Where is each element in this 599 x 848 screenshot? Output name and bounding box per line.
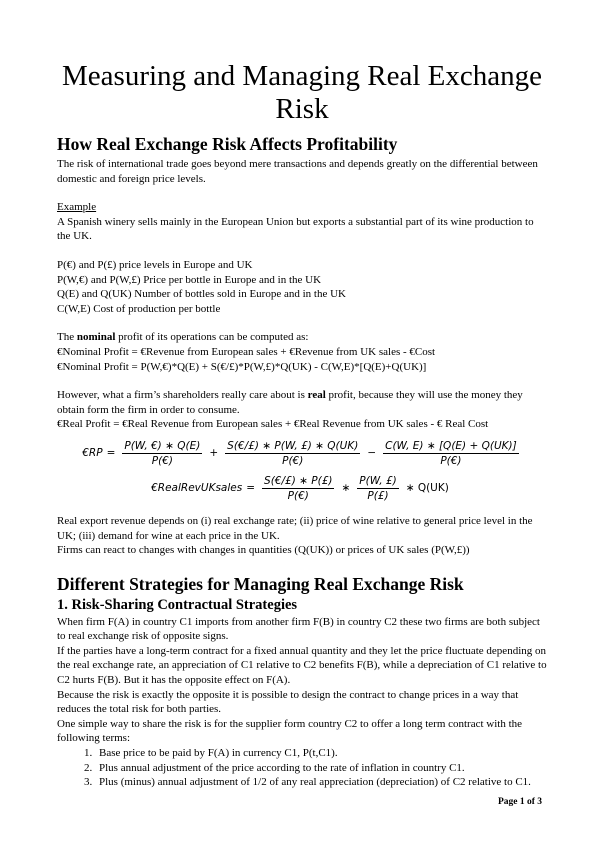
risk-sharing-paragraph-3: Because the risk is exactly the opposite it is possible to design the contract to change prices in a way that reduces the total risk for both parties. [57,688,519,716]
nominal-profit-equation-words: €Nominal Profit = €Revenue from European sales + €Revenue from UK sales - €Cost [57,345,436,358]
risk-sharing-paragraph-2: If the parties have a long-term contract for a fixed annual quantity and they let the price fluctuate depending on the real exchange rate, an appreciation of C1 relative to C2 benefits F(B), while a depreciation of C1 relative to C2 hurts F(B). But it has the opposite effect on F(A). [57,644,547,687]
subsection-heading-risk-sharing: 1. Risk-Sharing Contractual Strategies [57,596,298,613]
document-page [57,60,547,790]
definition-quantities: Q(E) and Q(UK) Number of bottles sold in Europe and in the UK [57,288,346,301]
risk-sharing-paragraph-4: One simple way to share the risk is for the supplier form country C2 to offer a long term contract with the following terms: [57,717,523,745]
section-heading-profitability: How Real Exchange Risk Affects Profitability [57,134,398,154]
risk-sharing-paragraph-1: When firm F(A) in country C1 imports from another firm F(B) in country C2 these two firms are both subject to real exchange risk of opposite signs. [57,615,540,643]
firm-reaction-paragraph: Firms can react to changes with changes in quantities (Q(UK)) or prices of UK sales (P(W,£)) [57,544,470,557]
document-title: Measuring and Managing Real Exchange Risk [62,60,542,125]
nominal-profit-intro: The nominal profit of its operations can be computed as: [57,331,309,344]
contract-term-item: 3. Plus (minus) annual adjustment of 1/2 of any real appreciation (depreciation) of C2 relative to C1. [95,775,547,790]
definition-bottle-prices: P(W,€) and P(W,£) Price per bottle in Europe and in the UK [57,273,322,286]
real-profit-intro: However, what a firm’s shareholders really care about is real profit, because they will use the money they obtain form the firm in order to consume. [57,389,523,416]
real-export-revenue-paragraph: Real export revenue depends on (i) real exchange rate; (ii) price of wine relative to general price level in the UK; (iii) demand for wine at each price in the UK. [57,514,533,542]
contract-term-item: 2. Plus annual adjustment of the price according to the rate of inflation in country C1. [95,761,547,776]
real-profit-equation-words: €Real Profit = €Real Revenue from European sales + €Real Revenue from UK sales - € Real Cost [57,418,489,431]
definition-cost: C(W,E) Cost of production per bottle [57,302,221,315]
real-profit-formula: €RP = $\frac{P(W, €) ∗ Q(E)}{P(€)}$ + $\frac{S(€/£) ∗ P(W, £) ∗ Q(UK)}{P(€)}$ − $\frac{C(W, E) ∗ [Q(E) + Q(UK)]}{P(€)}$ [82,439,517,467]
contract-terms-list [57,746,547,790]
intro-paragraph: The risk of international trade goes beyond mere transactions and depends greatly on the differential between domestic and foreign price levels. [57,158,538,185]
real-revenue-uk-formula: €RealRevUKsales = $\frac{S(€/£) ∗ P(£)}{P(€)}$ ∗ $\frac{P(W, £)}{P(£)}$ ∗ Q(UK) [151,474,449,502]
section-heading-strategies: Different Strategies for Managing Real Exchange Risk [57,573,464,594]
page-number: Page 1 of 3 [497,797,542,807]
example-text: A Spanish winery sells mainly in the European Union but exports a substantial part of its wine production to the UK. [57,215,534,243]
definition-price-levels: P(€) and P(£) price levels in Europe and UK [57,258,253,271]
contract-term-item: 1. Base price to be paid by F(A) in currency C1, P(t,C1). [95,746,547,761]
example-label: Example [57,201,97,214]
nominal-profit-equation-symbols: €Nominal Profit = P(W,€)*Q(E) + S(€/£)*P(W,£)*Q(UK) - C(W,E)*[Q(E)+Q(UK)] [57,360,427,373]
